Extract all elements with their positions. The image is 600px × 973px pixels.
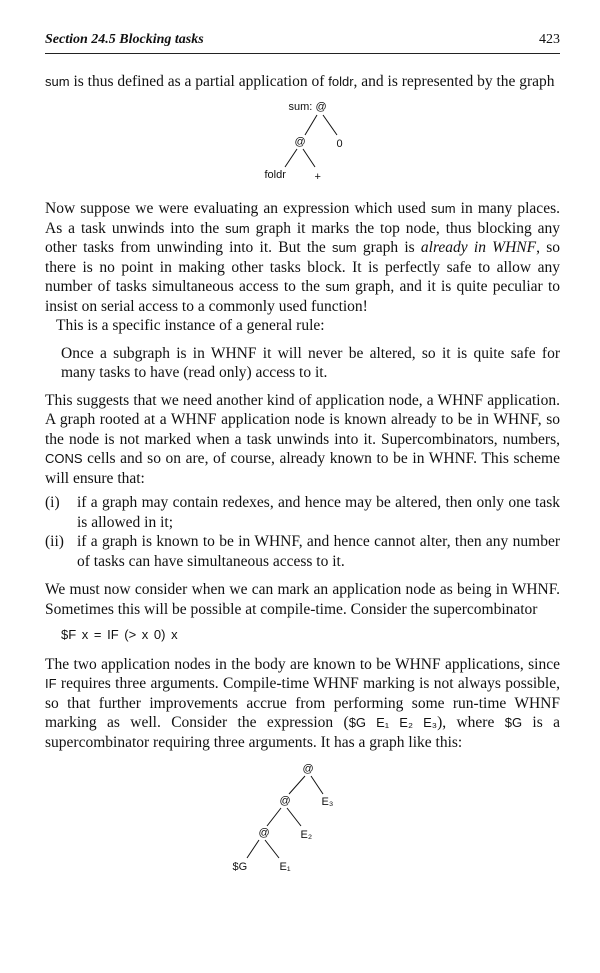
page-number: 423	[539, 32, 560, 47]
node-at-3: @	[258, 827, 270, 839]
text: graph, and it is quite peculiar to insist on serial access to a commonly used function!	[45, 278, 560, 315]
code-sum: sum	[225, 220, 250, 236]
text: Now suppose we were evaluating an expression which used	[45, 200, 431, 217]
node-at-1: @	[302, 763, 314, 775]
text: , so there is no point in making other tasks block. It is perfectly safe to allow any number of tasks simultaneous access to the	[45, 239, 560, 295]
paragraph-runtime-marking	[45, 655, 560, 753]
list-item-text: if a graph may contain redexes, and hence may be altered, then only one task is allowed in it;	[77, 494, 560, 531]
code-supercombinator: $F x = IF (> x 0) x	[61, 627, 178, 642]
book-page	[45, 30, 560, 880]
paragraph-general-rule-intro: This is a specific instance of a general rule:	[56, 317, 325, 334]
general-rule: Once a subgraph is in WHNF it will never be altered, so it is quite safe for many tasks to have (read only) access to it.	[61, 344, 560, 381]
text: ), where	[437, 714, 505, 731]
paragraph-whnf-application	[45, 391, 560, 489]
text: is a supercombinator requiring three arguments. It has a graph like this:	[45, 714, 561, 751]
list-item-number: (ii)	[45, 533, 64, 550]
figure-sum-graph	[233, 99, 373, 185]
leaf-e2: E₂	[300, 829, 313, 841]
running-head	[45, 30, 560, 54]
list-item	[45, 493, 560, 532]
list-item-number: (i)	[45, 494, 60, 511]
code-g: $G	[504, 715, 523, 730]
leaf-zero: 0	[336, 138, 343, 150]
text: , and is represented by the graph	[353, 72, 555, 90]
text: is thus defined as a partial application of	[69, 72, 329, 90]
section-title: Section 24.5 Blocking tasks	[45, 32, 204, 47]
leaf-g: $G	[232, 861, 248, 873]
leaf-e1: E₁	[279, 861, 291, 873]
code-expression: $G E₁ E₂ E₃	[348, 715, 438, 730]
leaf-plus: +	[314, 171, 321, 183]
code-foldr: foldr	[328, 73, 354, 89]
leaf-e3: E₃	[321, 796, 334, 808]
figure-g-graph	[223, 762, 383, 880]
text: graph it marks the top node, thus blocking any other tasks from unwinding into it. But the	[45, 219, 560, 256]
sum-label: sum:	[288, 101, 313, 113]
paragraph-compile-time: We must now consider when we can mark an application node as being in WHNF. Sometimes this will be possible at compile-time. Consider the supercombinator	[45, 581, 560, 618]
list-item-text: if a graph is known to be in WHNF, and hence cannot alter, then any number of tasks can have simultaneous access to it.	[77, 533, 560, 570]
node-at-top: @	[315, 101, 327, 113]
scheme-list	[45, 493, 560, 571]
paragraph-sum-definition	[45, 72, 560, 92]
code-sum: sum	[45, 73, 70, 89]
code-sum: sum	[325, 279, 350, 294]
text: This suggests that we need another kind of application node, a WHNF application. A graph rooted at a WHNF application node is known already to be in WHNF, so the node is not marked when a task unwinds into it. Supercombinators, numbers,	[45, 391, 560, 448]
text: cells and so on are, of course, already known to be in WHNF. This scheme will ensure that:	[45, 450, 560, 487]
list-item	[45, 532, 560, 571]
text: in many places. As a task unwinds into the	[45, 200, 560, 237]
leaf-foldr: foldr	[264, 169, 286, 181]
node-at-2: @	[279, 795, 291, 807]
node-at-mid: @	[294, 136, 306, 148]
code-if: IF	[45, 676, 57, 691]
emphasis-already-whnf: already in WHNF	[420, 239, 537, 256]
paragraph-unwinding	[45, 199, 560, 316]
text: requires three arguments. Compile-time WHNF marking is not always possible, so that further improvements accrue from performing some run-time WHNF marking as well. Consider the expression (	[45, 675, 560, 731]
text: graph is	[356, 239, 421, 256]
code-cons: CONS	[45, 451, 83, 466]
text: The two application nodes in the body are known to be WHNF applications, since	[45, 655, 560, 673]
code-sum: sum	[431, 201, 456, 216]
code-sum: sum	[332, 240, 357, 255]
